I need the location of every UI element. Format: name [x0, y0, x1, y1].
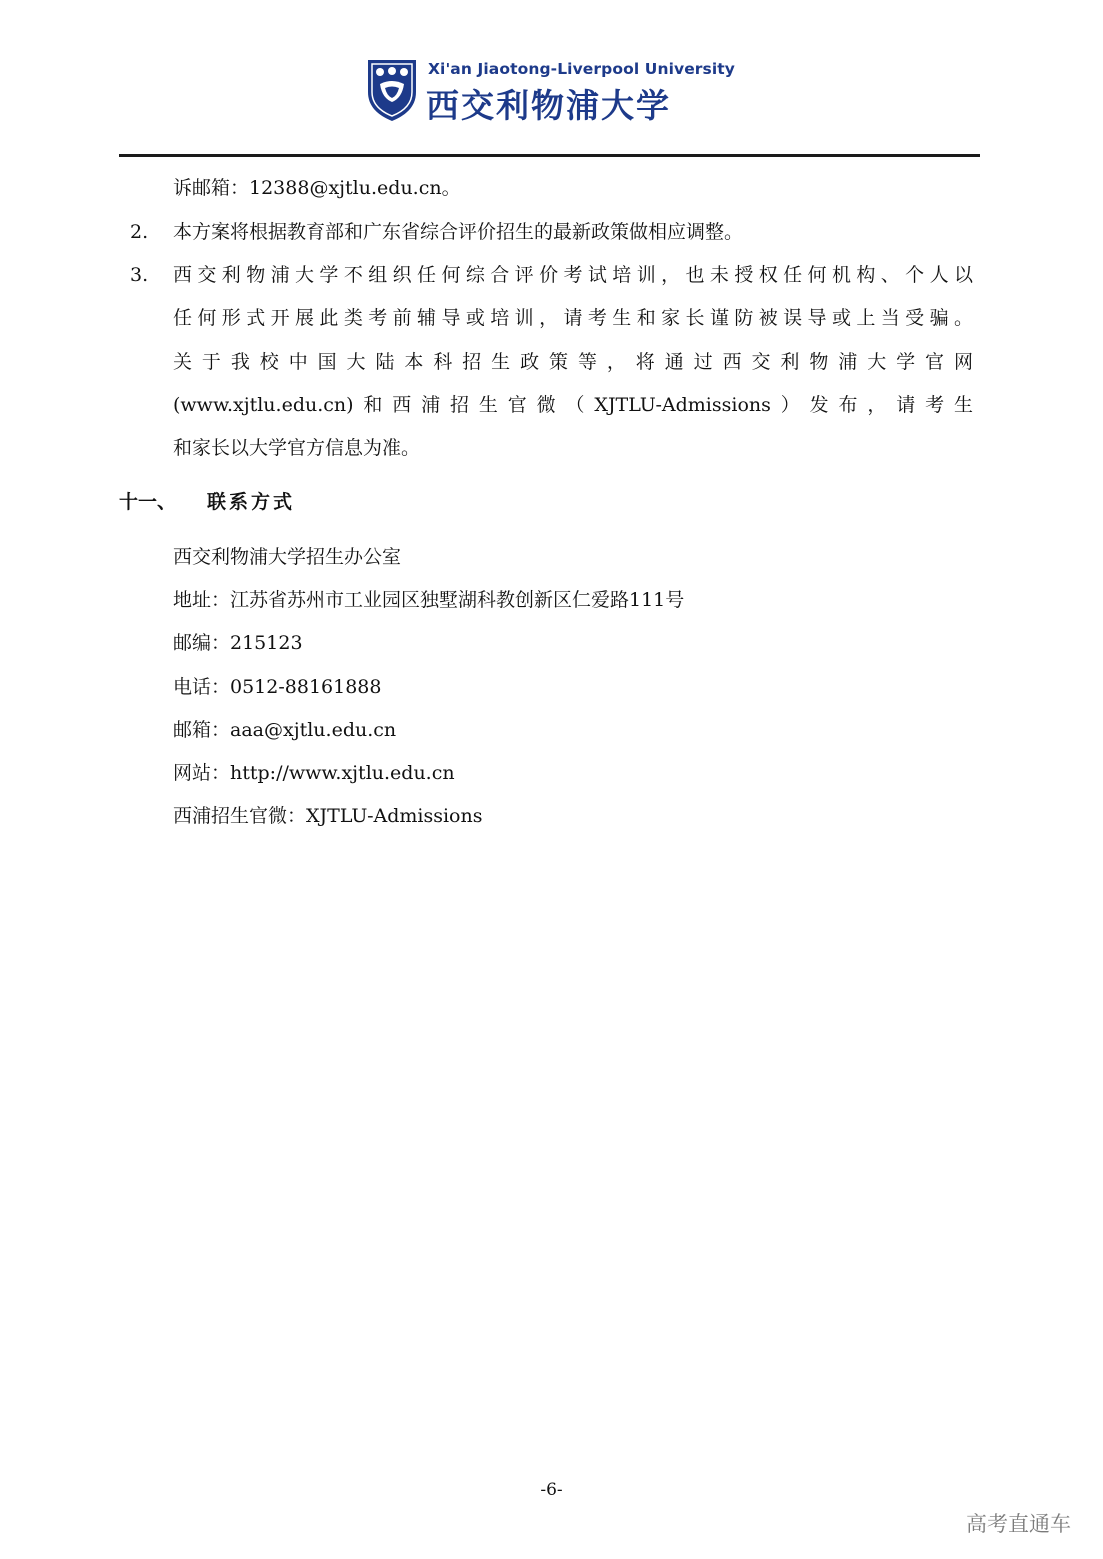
- watermark-text: 高考直通车: [966, 1512, 1071, 1536]
- list-item-line: 和家长以大学官方信息为准。: [173, 437, 421, 459]
- list-item-number: 3.: [130, 264, 149, 286]
- contact-website: 网站：http://www.xjtlu.edu.cn: [173, 762, 455, 784]
- continued-text-line: 诉邮箱：12388@xjtlu.edu.cn。: [173, 177, 461, 199]
- university-logo: [362, 58, 736, 128]
- contact-office: 西交利物浦大学招生办公室: [173, 546, 402, 568]
- university-name-cn: 西交利物浦大学: [426, 86, 671, 125]
- list-item-line: 西交利物浦大学不组织任何综合评价考试培训，也未授权任何机构、个人以: [173, 264, 973, 286]
- contact-address: 地址：江苏省苏州市工业园区独墅湖科教创新区仁爱路111号: [173, 589, 685, 611]
- list-item-line: 本方案将根据教育部和广东省综合评价招生的最新政策做相应调整。: [173, 221, 744, 243]
- contact-email: 邮箱：aaa@xjtlu.edu.cn: [173, 719, 397, 741]
- list-item-number: 2.: [130, 221, 149, 243]
- contact-wechat: 西浦招生官微：XJTLU-Admissions: [173, 805, 483, 827]
- university-crest-icon: [366, 58, 418, 122]
- list-item-line: 关于我校中国大陆本科招生政策等，将通过西交利物浦大学官网: [173, 351, 973, 373]
- list-item-line: (www.xjtlu.edu.cn)和西浦招生官微（XJTLU-Admissions）发布，请考生: [173, 394, 973, 416]
- page-number: -6-: [540, 1480, 563, 1500]
- section-title: 联系方式: [207, 491, 296, 513]
- header-divider: [119, 154, 980, 157]
- university-name-en: Xi'an Jiaotong-Liverpool University: [428, 60, 736, 78]
- section-number: 十一、: [119, 491, 177, 513]
- contact-postcode: 邮编：215123: [173, 632, 303, 654]
- list-item-line: 任何形式开展此类考前辅导或培训，请考生和家长谨防被误导或上当受骗。: [173, 307, 973, 329]
- contact-phone: 电话：0512-88161888: [173, 676, 382, 698]
